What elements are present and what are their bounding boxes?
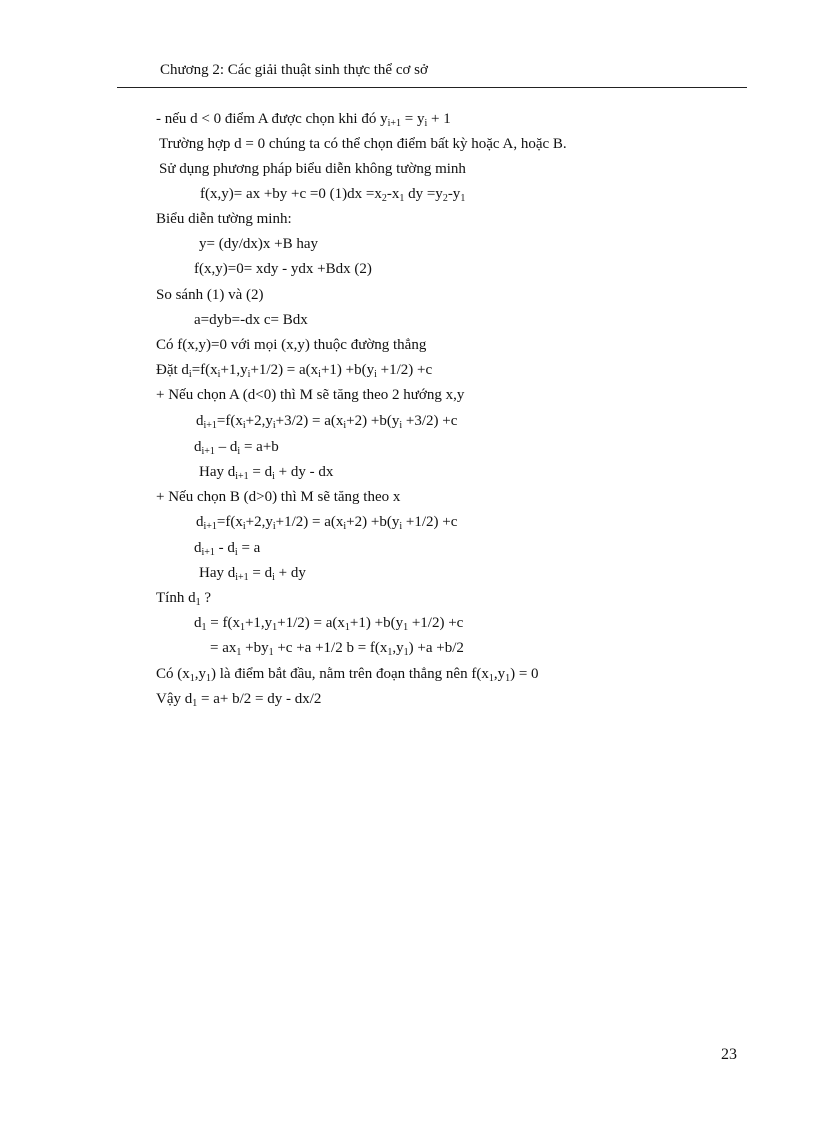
formula-line: $d_{i+1}=f(x_i+2,y_i+3/2) = a(x_i+2) +b(y_i +3/2) +c$ bbox=[196, 413, 458, 431]
text-line: Trường hợp d = 0 chúng ta có thể chọn điểm bất kỳ hoặc A, hoặc B. bbox=[159, 136, 567, 152]
text-line: - nếu d < 0 điểm A được chọn khi đó $y_{i+1} = y_i + 1$ bbox=[156, 111, 451, 129]
formula-line: a=dyb=-dx c= Bdx bbox=[194, 312, 308, 328]
formula-line: = $ax_1 +by_1 +c +a +1/2$ $b = f(x_1,y_1) +a +b/2$ bbox=[210, 640, 464, 658]
formula-line: Đặt $d_i=f(x_i+1,y_i+1/2) = a(x_i+1) +b(y_i +1/2) +c$ bbox=[156, 362, 433, 380]
text-line: So sánh (1) và (2) bbox=[156, 287, 264, 303]
formula-line: f(x,y)= ax +by +c =0 $(1)dx =x_2-x_1$ dy $=y_2-y_1$ bbox=[200, 186, 466, 204]
page-number: 23 bbox=[721, 1046, 737, 1063]
formula-line: $d_{i+1}=f(x_i+2,y_i+1/2) = a(x_i+2) +b(y_i +1/2) +c$ bbox=[196, 514, 458, 532]
formula-line: y= (dy/dx)x +B hay bbox=[199, 236, 318, 252]
text-line: Vậy $d_1 = a+ b/2$ = dy - dx/2 bbox=[156, 691, 322, 709]
text-line: + Nếu chọn B (d>0) thì M sẽ tăng theo x bbox=[156, 489, 401, 505]
text-line: Tính $d_1$ ? bbox=[156, 590, 212, 608]
text-line: Sử dụng phương pháp biểu diễn không tường minh bbox=[159, 161, 466, 177]
formula-line: $d_{i+1} - d_i = a+b$ bbox=[194, 439, 279, 457]
text-line: + Nếu chọn A (d<0) thì M sẽ tăng theo 2 hướng x,y bbox=[156, 387, 465, 403]
formula-line: Hay $d_{i+1} = d_i$ + dy bbox=[199, 565, 306, 583]
formula-line: f(x,y)=0= xdy - ydx +Bdx (2) bbox=[194, 261, 372, 277]
formula-line: $d_{i+1} - d_i = a$ bbox=[194, 540, 261, 558]
formula-line: Hay $d_{i+1} = d_i$ + dy - dx bbox=[199, 464, 334, 482]
text-line: Có f(x,y)=0 với mọi (x,y) thuộc đường thẳng bbox=[156, 337, 427, 353]
header-divider bbox=[117, 87, 747, 88]
text-line: Có $(x_1,y_1)$ là điểm bắt đầu, nằm trên đoạn thẳng nên $f(x_1,y_1) = 0$ bbox=[156, 666, 539, 684]
text-line: Biểu diễn tường minh: bbox=[156, 211, 292, 227]
page-header-title: Chương 2: Các giải thuật sinh thực thể cơ sở bbox=[160, 62, 428, 78]
formula-line: $d_1 = f(x_1+1,y_1+1/2) = a(x_1+1) +b(y_1 +1/2) +c$ bbox=[194, 615, 464, 633]
